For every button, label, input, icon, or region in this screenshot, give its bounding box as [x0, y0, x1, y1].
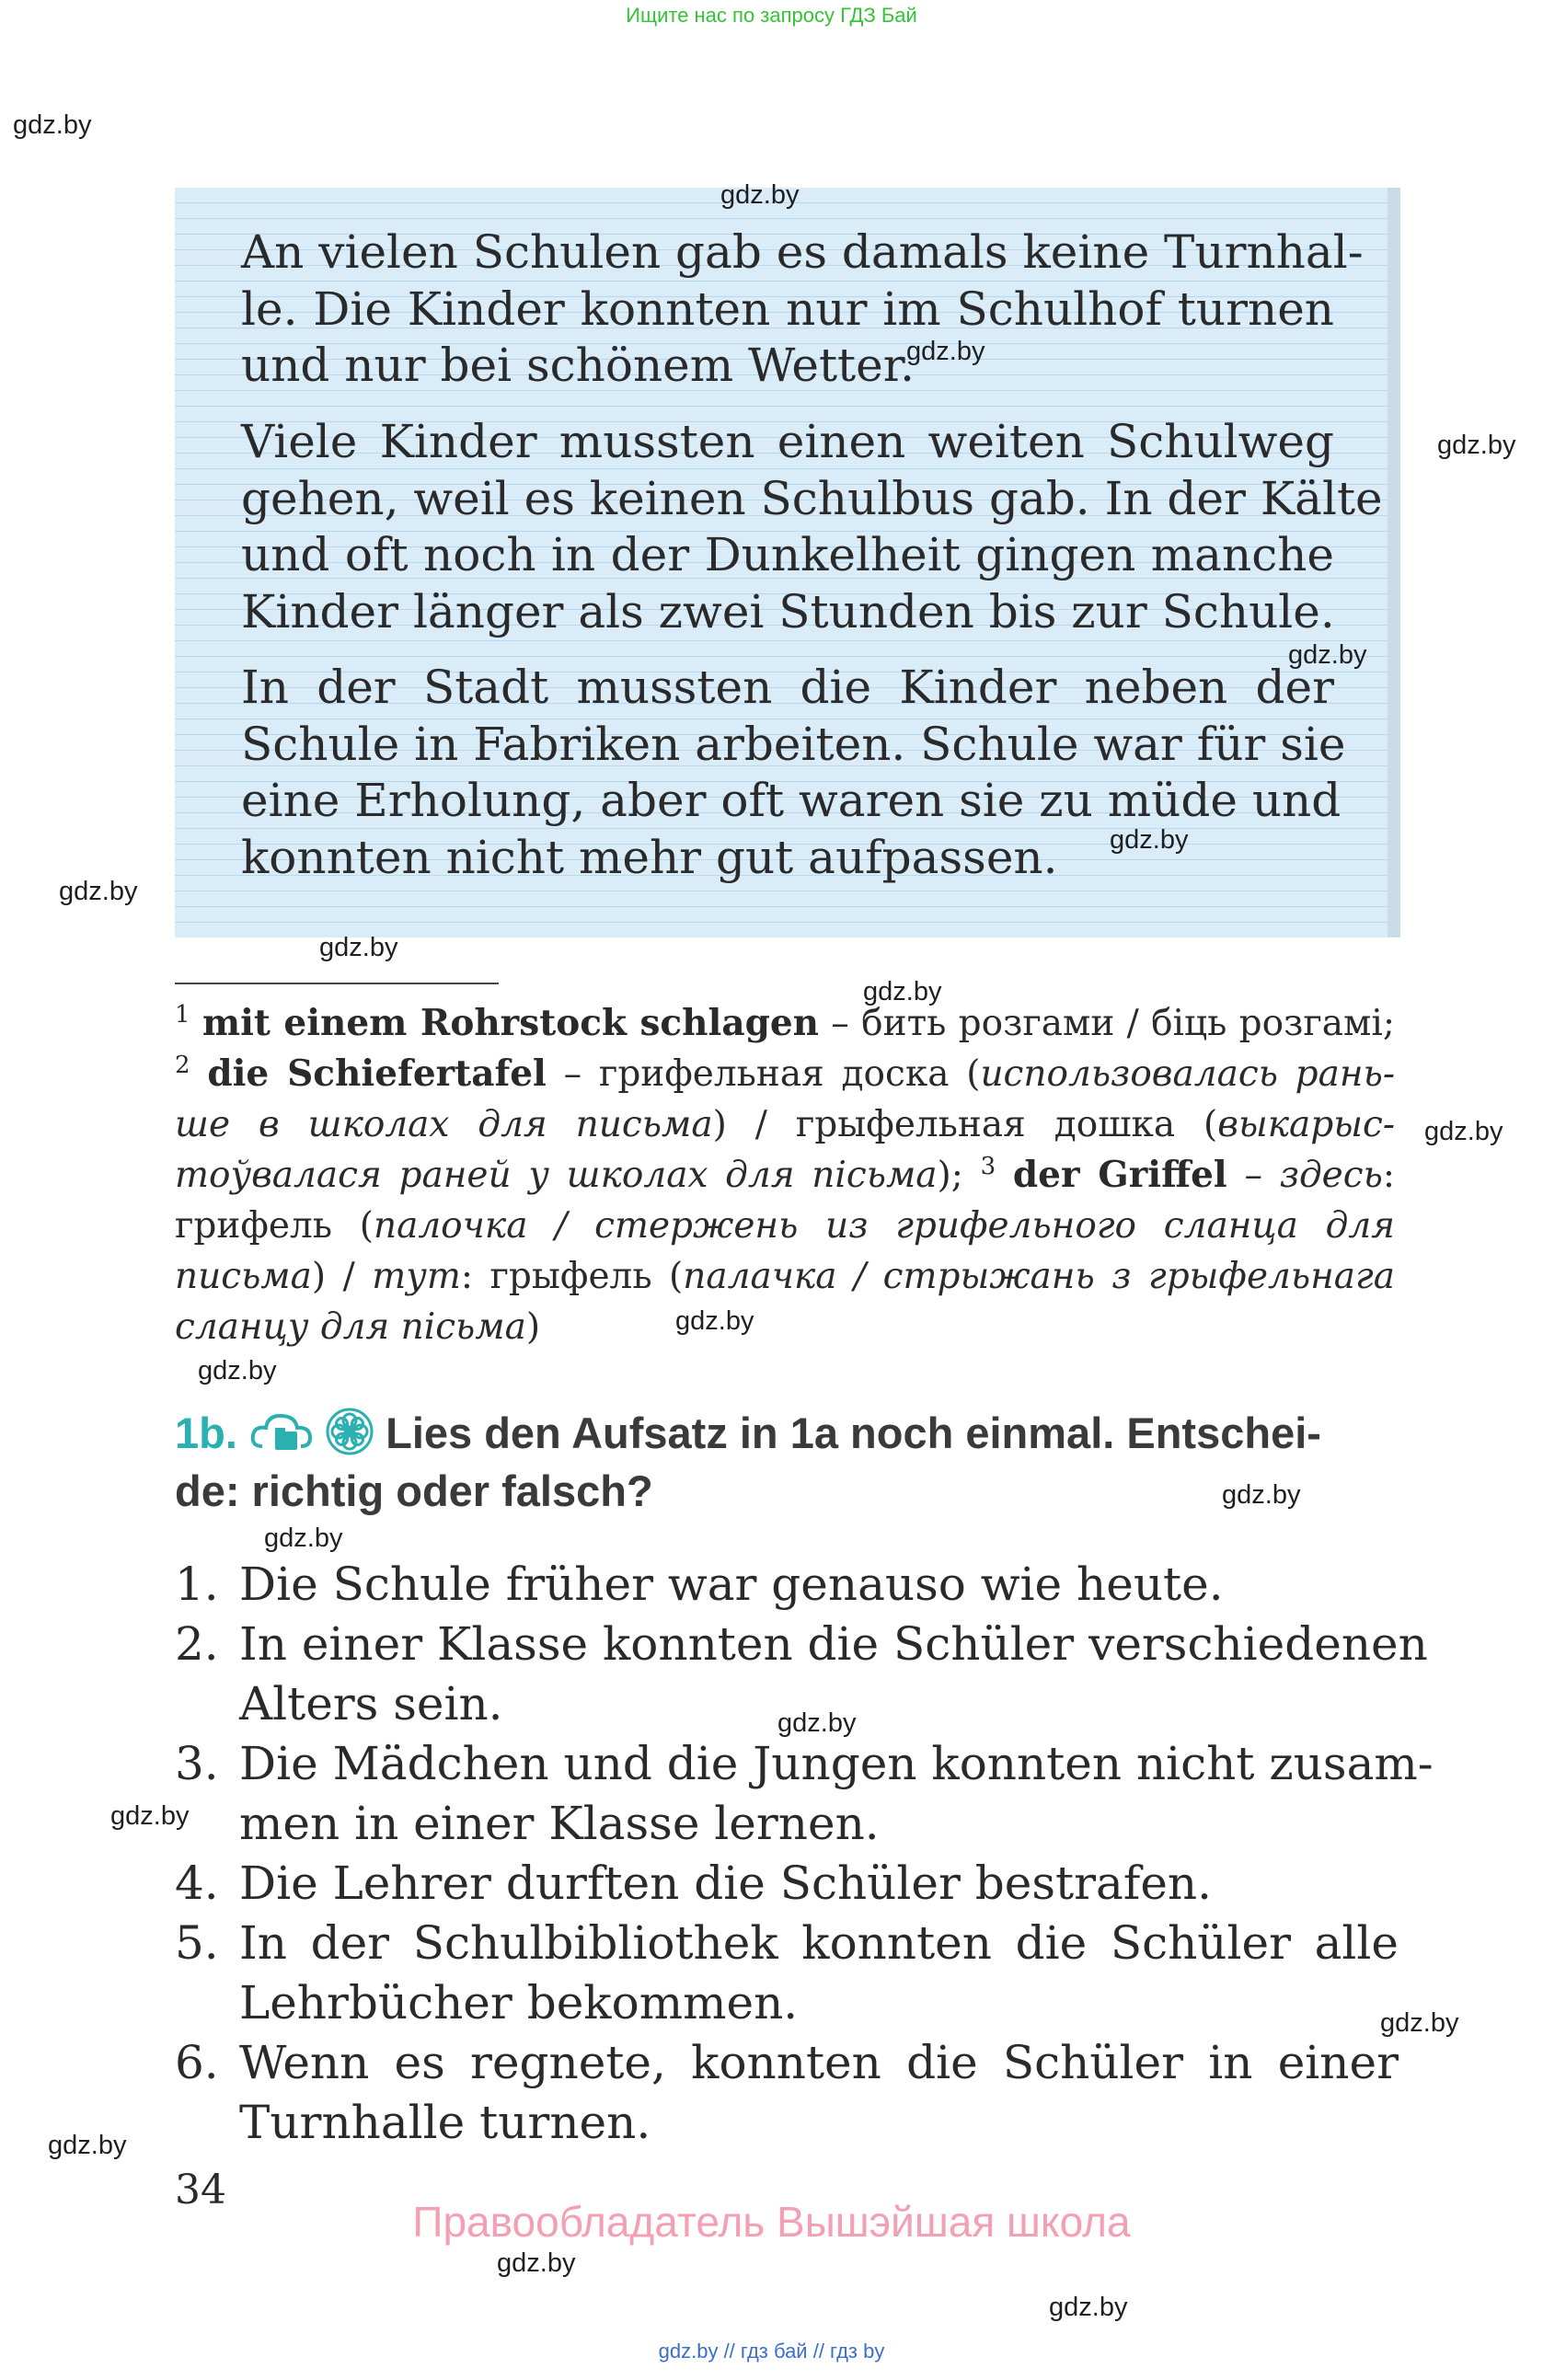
box-line: In der Stadt mussten die Kinder neben der [241, 661, 1334, 714]
footnote-line: $^1$ mit einem Rohrstock schlagen – бить розгами / біць розгамі; [175, 1001, 1395, 1044]
footnote-line: письма) / тут: грыфель (палачка / стрыжань з грыфельнага [175, 1256, 1395, 1297]
footnote-line: грифель (палочка / стержень из грифельного сланца для [175, 1205, 1395, 1247]
box-paragraph-2 [241, 414, 1383, 640]
list-item-line: Die Mädchen und die Jungen konnten nicht zusam- [239, 1737, 1434, 1790]
list-item-line: In der Schulbibliothek konnten die Schüler alle [239, 1916, 1399, 1970]
list-item-line: Die Schule früher war genauso wie heute. [239, 1558, 1224, 1611]
copyright-notice: Правообладатель Вышэйшая школа [412, 2198, 1131, 2246]
exercise-heading [175, 1408, 1399, 1516]
box-line: le. Die Kinder konnten nur im Schulhof turnen [241, 282, 1334, 336]
list-item-line: Lehrbücher bekommen. [239, 1976, 799, 2029]
footnotes [175, 998, 1395, 1352]
exercise-instruction-line-2: de: richtig oder falsch? [175, 1466, 653, 1515]
watermark: gdz.by [1049, 2293, 1128, 2322]
watermark: gdz.by [110, 1801, 190, 1831]
footnote-line: сланцу для пісьма) [175, 1306, 541, 1348]
box-line: Viele Kinder mussten einen weiten Schulweg [241, 415, 1334, 468]
box-line: eine Erholung, aber oft waren sie zu müde und [241, 774, 1341, 827]
watermark: gdz.by [48, 2131, 127, 2160]
watermark: gdz.by [1437, 431, 1516, 460]
watermark: gdz.by [497, 2248, 576, 2278]
list-item-number: 3. [175, 1737, 219, 1790]
list-item-line: Die Lehrer durften die Schüler bestrafen. [239, 1857, 1213, 1910]
box-line: gehen, weil es keinen Schulbus gab. In der Kälte [241, 471, 1383, 525]
watermark: gdz.by [1110, 825, 1189, 855]
list-item-number: 1. [175, 1558, 219, 1611]
watermark: gdz.by [777, 1708, 857, 1738]
watermark: gdz.by [13, 110, 92, 140]
list-item-line: men in einer Klasse lernen. [239, 1797, 880, 1850]
list-item [175, 1555, 1399, 1615]
watermark: gdz.by [906, 337, 985, 366]
watermark: gdz.by [264, 1523, 343, 1553]
footnote-line: ше в школах для письма) / грыфельная дошка (выкарыс- [175, 1104, 1396, 1145]
cloud-folder-icon [249, 1409, 314, 1455]
page-number: 34 [175, 2167, 226, 2213]
watermark: gdz.by [1222, 1480, 1301, 1510]
bottom-links[interactable]: gdz.by // гдз бай // гдз by [658, 2340, 885, 2363]
box-line: Schule in Fabriken arbeiten. Schule war für sie [241, 717, 1346, 771]
watermark: gdz.by [1288, 640, 1367, 670]
flower-icon [326, 1408, 374, 1455]
watermark: gdz.by [720, 180, 800, 210]
list-item-line: Alters sein. [239, 1677, 503, 1730]
list-item [175, 1734, 1434, 1854]
top-banner[interactable]: Ищите нас по запросу ГДЗ Бай [626, 4, 917, 27]
watermark: gdz.by [863, 977, 942, 1006]
list-item-line: Wenn es regnete, konnten die Schüler in einer [239, 2036, 1399, 2089]
box-line: konnten nicht mehr gut aufpassen. [241, 830, 1058, 884]
watermark: gdz.by [1424, 1117, 1503, 1146]
box-paragraph-1 [241, 224, 1364, 395]
list-item [175, 2033, 1399, 2153]
exercise-icons [249, 1408, 374, 1466]
footnote-divider [175, 983, 499, 984]
list-item-number: 6. [175, 2036, 219, 2089]
list-item [175, 1914, 1399, 2033]
exercise-number: 1b. [175, 1408, 237, 1457]
watermark: gdz.by [198, 1356, 277, 1385]
watermark: gdz.by [319, 933, 398, 962]
watermark: gdz.by [675, 1306, 754, 1336]
box-line: und oft noch in der Dunkelheit gingen manche [241, 528, 1334, 581]
footnote-line: тоўвалася раней у школах для пісьма); $^3$ der Griffel – здесь: [175, 1153, 1395, 1196]
watermark: gdz.by [1380, 2008, 1459, 2038]
box-line: Kinder länger als zwei Stunden bis zur Schule. [241, 584, 1335, 638]
footnote-line: $^2$ die Schiefertafel – грифельная доска (использовалась рань- [175, 1052, 1395, 1095]
watermark: gdz.by [59, 877, 138, 906]
list-item-line: In einer Klasse konnten die Schüler verschiedenen [239, 1617, 1428, 1671]
box-line: An vielen Schulen gab es damals keine Turnhal- [241, 225, 1364, 279]
list-item-line: Turnhalle turnen. [239, 2096, 651, 2149]
list-item-number: 4. [175, 1857, 219, 1910]
list-item [175, 1854, 1399, 1914]
list-item-number: 2. [175, 1617, 219, 1671]
exercise-instruction-line-1: Lies den Aufsatz in 1a noch einmal. Entschei- [386, 1408, 1321, 1457]
box-line: und nur bei schönem Wetter. [241, 339, 915, 392]
list-item-number: 5. [175, 1916, 219, 1970]
